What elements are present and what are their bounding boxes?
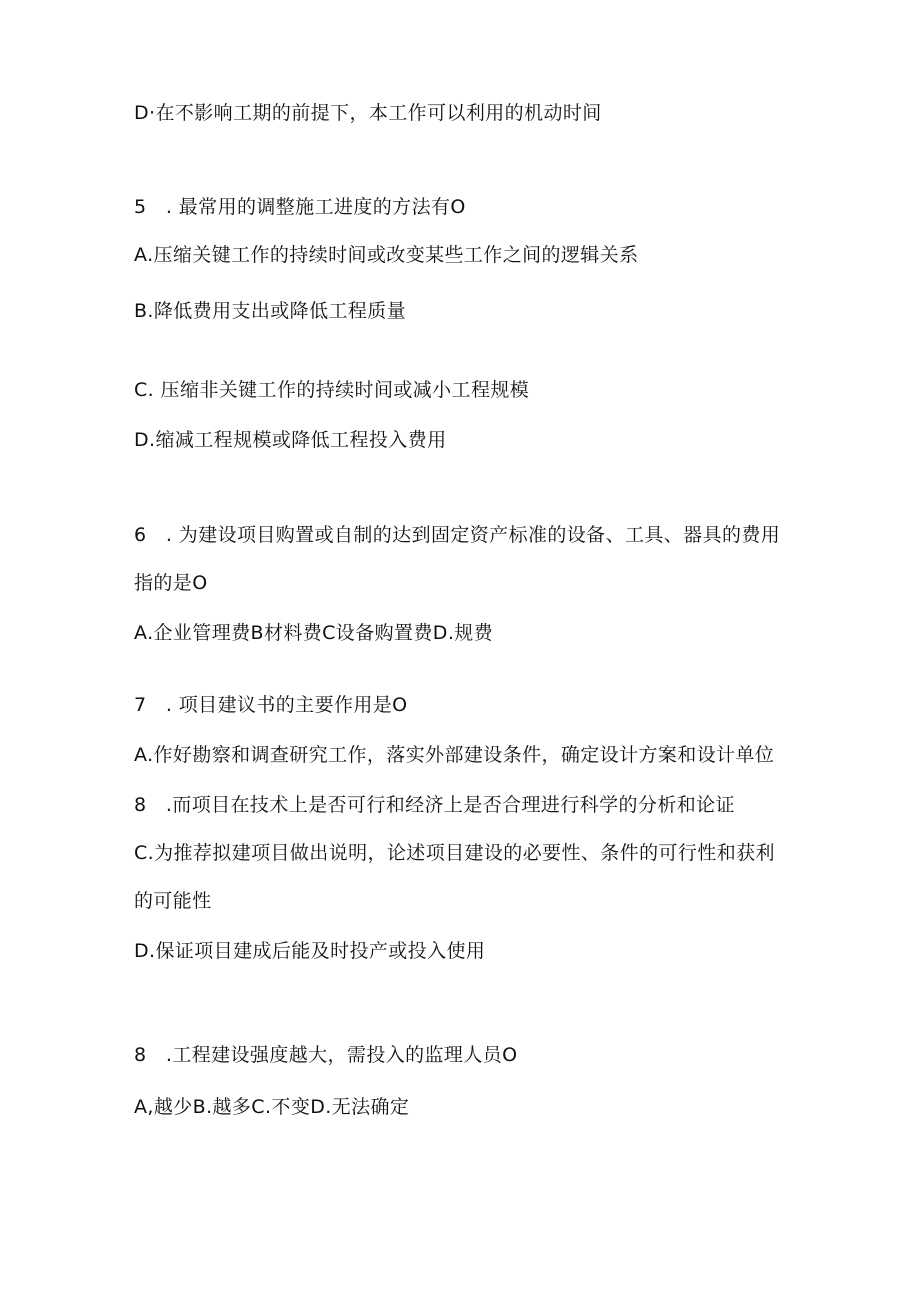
q7-option-a: A.作好勘察和调查研究工作，落实外部建设条件，确定设计方案和设计单位 (134, 744, 775, 766)
q7-stem: 7 . 项目建议书的主要作用是O (134, 694, 408, 716)
q5-option-b: B.降低费用支出或降低工程质量 (134, 300, 407, 322)
q6-options: A.企业管理费B材料费C设备购置费D.规费 (134, 622, 494, 644)
q7-option-d: D.保证项目建成后能及时投产或投入使用 (134, 940, 486, 962)
q4-option-d: D·在不影响工期的前提下，本工作可以利用的机动时间 (134, 102, 602, 124)
q7-option-c-line1: C.为推荐拟建项目做出说明，论述项目建设的必要性、条件的可行性和获利 (134, 842, 775, 864)
q7-option-b: 8 .而项目在技术上是否可行和经济上是否合理进行科学的分析和论证 (134, 794, 735, 816)
q5-option-a: A.压缩关键工作的持续时间或改变某些工作之间的逻辑关系 (134, 244, 639, 266)
q8-stem: 8 .工程建设强度越大，需投入的监理人员O (134, 1044, 518, 1066)
q8-options: A,越少B.越多C.不变D.无法确定 (134, 1096, 410, 1118)
q7-option-c-line2: 的可能性 (134, 890, 212, 912)
q5-stem: 5 . 最常用的调整施工进度的方法有O (134, 196, 466, 218)
q6-stem-line1: 6 . 为建设项目购置或自制的达到固定资产标准的设备、工具、器具的费用 (134, 524, 781, 546)
q5-option-d: D.缩减工程规模或降低工程投入费用 (134, 429, 447, 451)
q5-option-c: C. 压缩非关键工作的持续时间或减小工程规模 (134, 379, 530, 401)
q6-stem-line2: 指的是O (134, 572, 208, 594)
